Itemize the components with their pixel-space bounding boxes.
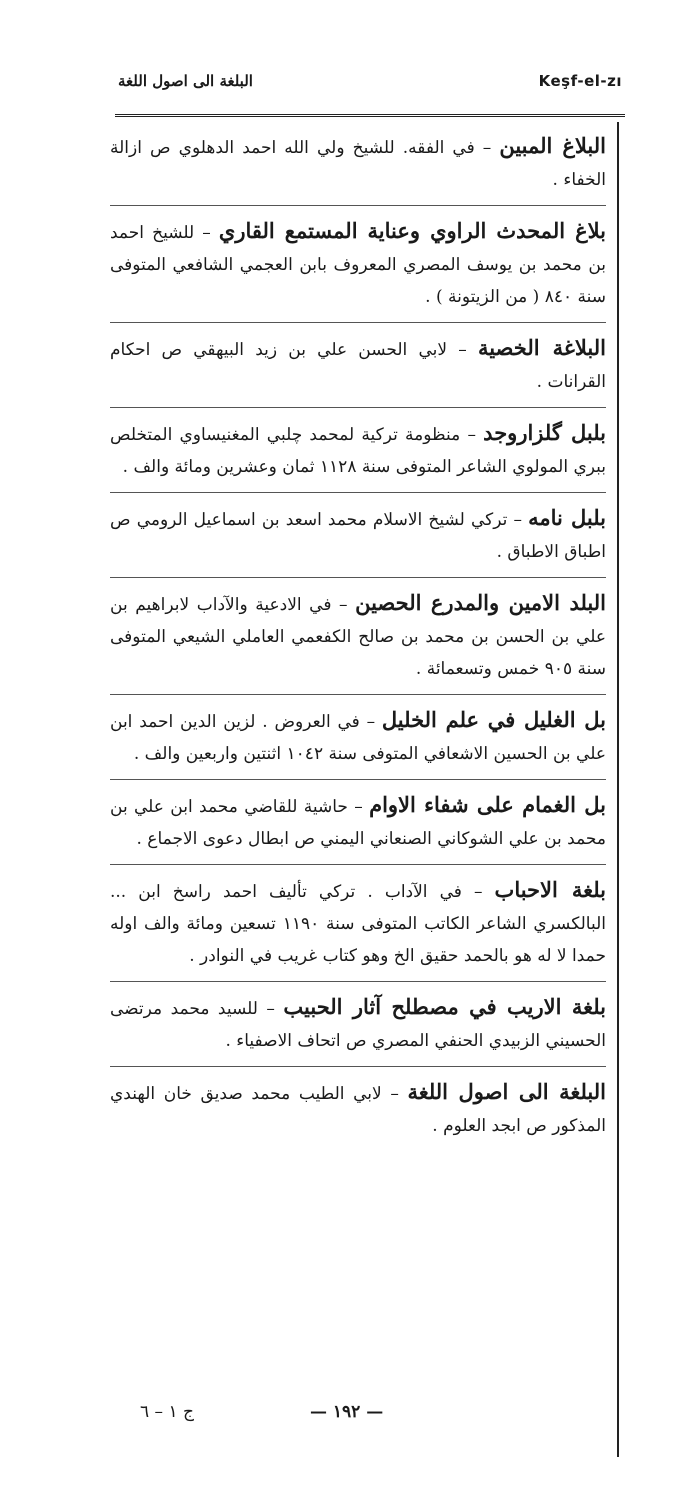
entry-text: – للسيد محمد مرتضى الحسيني الزبيدي الحنفي المصري ص اتحاف الاصفياء . [110, 999, 606, 1051]
page-footer [120, 1402, 500, 1432]
entry-text: – لابي الطيب محمد صديق خان الهندي المذكور ص ابجد العلوم . [110, 1084, 606, 1136]
entry-title: البلد الامين والمدرع الحصين [355, 590, 606, 615]
entry-paragraph [110, 332, 606, 398]
entry-text: – منظومة تركية لمحمد چلبي المغنيساوي المتخلص ببري المولوي الشاعر المتوفى سنة ١١٢٨ ثمان وعشرين ومائة والف . [110, 425, 606, 477]
entry [110, 704, 606, 770]
entry-title: البلاغ المبين [499, 133, 606, 158]
header-rule [115, 114, 625, 117]
margin-rule [617, 122, 619, 1457]
entry-title: البلاغة الخصية [477, 335, 606, 360]
entry-separator [110, 694, 606, 695]
entry-title: بل الغمام على شفاء الاوام [369, 792, 606, 817]
entry [110, 332, 606, 398]
entry [110, 215, 606, 313]
entry-paragraph [110, 789, 606, 855]
entry [110, 587, 606, 685]
entry-separator [110, 577, 606, 578]
entry-title: بل الغليل في علم الخليل [381, 707, 606, 732]
entry-paragraph [110, 502, 606, 568]
entry [110, 502, 606, 568]
entry-text: – لابي الحسن علي بن زيد البيهقي ص احكام القرانات . [110, 340, 606, 392]
entry-text: – للشيخ احمد بن محمد بن يوسف المصري المعروف بابن العجمي الشافعي المتوفى سنة ٨٤٠ ( من الزيتونة ) . [110, 223, 606, 307]
entry-paragraph [110, 130, 606, 196]
entry-title: البلغة الى اصول اللغة [407, 1079, 606, 1104]
entry-paragraph [110, 874, 606, 972]
entry-text: – حاشية للقاضي محمد ابن علي بن محمد بن علي الشوكاني الصنعاني اليمني ص ابطال دعوى الاجماع . [110, 797, 606, 849]
entry-text: – في الادعية والآداب لابراهيم بن علي بن الحسن بن محمد بن صالح الكفعمي العاملي الشيعي المتوفى سنة ٩٠٥ خمس وتسعمائة . [110, 595, 606, 679]
entry-title: بلاغ المحدث الراوي وعناية المستمع القاري [218, 218, 606, 243]
running-title: البلغة الى اصول اللغة [118, 72, 253, 90]
entry-paragraph [110, 991, 606, 1057]
page-header [110, 72, 622, 102]
entry-title: بلبل گلزاروجد [483, 420, 606, 445]
entry-paragraph [110, 1076, 606, 1142]
entry-separator [110, 864, 606, 865]
book-title: Keşf-el-zı [538, 72, 622, 90]
entry-separator [110, 779, 606, 780]
entry-paragraph [110, 704, 606, 770]
entry-separator [110, 1066, 606, 1067]
entry-title: بلبل نامه [528, 505, 606, 530]
entry [110, 991, 606, 1057]
entry [110, 874, 606, 972]
entry-text: – تركي لشيخ الاسلام محمد اسعد بن اسماعيل الرومي ص اطباق الاطباق . [110, 510, 606, 562]
volume-mark: ج ١ – ٦ [140, 1402, 194, 1422]
entry-text: – في الآداب . تركي تأليف احمد راسخ ابن ... البالكسري الشاعر الكاتب المتوفى سنة ١١٩٠ تسعين ومائة والف اوله حمدا لا له هو بالحمد حقيق الخ وهو كتاب غريب في النوادر . [110, 882, 606, 966]
entry [110, 1076, 606, 1142]
entry-text: – في الفقه. للشيخ ولي الله احمد الدهلوي ص ازالة الخفاء . [110, 138, 606, 190]
entry-paragraph [110, 417, 606, 483]
entry [110, 789, 606, 855]
entry-separator [110, 981, 606, 982]
entries-column [110, 130, 606, 1142]
entry-paragraph [110, 587, 606, 685]
entry-separator [110, 322, 606, 323]
entry-title: بلغة الاحباب [494, 877, 607, 902]
entry [110, 417, 606, 483]
entry-paragraph [110, 215, 606, 313]
entry-title: بلغة الاريب في مصطلح آثار الحبيب [283, 994, 607, 1019]
entry-separator [110, 407, 606, 408]
entry [110, 130, 606, 196]
page-number: — ١٩٢ — [310, 1402, 384, 1422]
entry-separator [110, 492, 606, 493]
entry-text: – في العروض . لزين الدين احمد ابن علي بن الحسين الاشعافي المتوفى سنة ١٠٤٢ اثنتين واربعين والف . [110, 712, 606, 764]
entry-separator [110, 205, 606, 206]
